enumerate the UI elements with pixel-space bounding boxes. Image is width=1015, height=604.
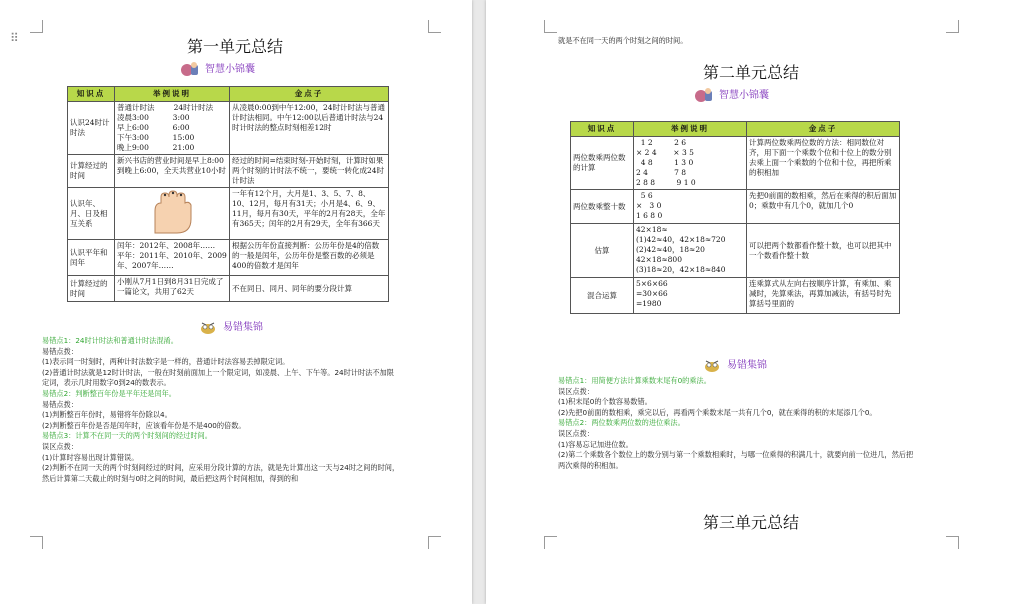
table-row	[68, 155, 389, 188]
table-cell: 两位数乘整十数	[571, 190, 634, 224]
table-cell: 一年有12个月，大月是1、3、5、7、8、10、12月，每月有31天；小月是4、6、9、11月，每月有30天，平年的2月有28天，全年有365天；闰年的2月有29天，全年有366天	[230, 188, 389, 240]
error-point-text: 易错点拨：	[42, 399, 78, 409]
summary-table	[570, 121, 900, 314]
errors-list	[42, 336, 400, 484]
error-point-text: 易错点拨：	[42, 346, 78, 356]
table-header: 举例说明	[634, 122, 747, 137]
table-row	[571, 224, 900, 278]
table-cell: 从凌晨0:00到中午12:00，24时计时法与普通计时法相同。中午12:00以后普通计时法与24时计时法的整点时刻相差12时	[230, 102, 389, 155]
error-point-text: (1)计算时容易出现计算错误。	[42, 452, 139, 462]
table-header: 金点子	[747, 122, 900, 137]
error-point-text: 误区点拨：	[558, 428, 594, 438]
section-subtitle	[694, 86, 769, 103]
crop-mark	[428, 20, 441, 33]
table-cell: 普通计时法 24时计时法 凌晨3:00 3:00 早上6:00 6:00 下午3:00 15:00 晚上9:00 21:00	[115, 102, 230, 155]
summary-table	[67, 86, 389, 302]
table-cell: 计算经过的时间	[68, 155, 115, 188]
table-cell: 混合运算	[571, 278, 634, 314]
error-point-heading: 易错点1：24时计时法和普通计时法混淆。	[42, 336, 178, 345]
table-cell: 1 2 2 6 × 2 4 × 3 5 4 8 1 3 0 2 4 7 8 2 8 8 9 1 0	[634, 137, 747, 190]
table-cell: 不在同日、同月、同年的要分段计算	[230, 276, 389, 302]
table-cell: 认识24时计时法	[68, 102, 115, 155]
table-cell: 可以把两个数都看作整十数，也可以把其中一个数看作整十数	[747, 224, 900, 278]
table-cell: 根据公历年份直接判断：公历年份是4的倍数的一般是闰年，公历年份是整百数的必须是400的倍数才是闰年	[230, 240, 389, 276]
next-section-title: 第三单元总结	[702, 513, 799, 532]
table-row	[68, 102, 389, 155]
table-row	[68, 276, 389, 302]
table-cell: 先把0前面的数相乘，然后在乘得的积后面加0；乘数中有几个0，就加几个0	[747, 190, 900, 224]
owl-mascot-icon	[198, 319, 218, 335]
error-point-text: (1)容易忘记加进位数。	[558, 439, 633, 449]
crop-mark	[30, 536, 43, 549]
page-title: 第一单元总结	[186, 37, 283, 56]
errors-heading-text: 易错集锦	[727, 360, 767, 371]
error-point-text: 误区点拨：	[42, 441, 78, 451]
table-cell: 计算两位数乘两位数的方法：相同数位对齐，用下面一个乘数个位和十位上的数分别去乘上面一个乘数的个位和十位，再把所乘的积相加	[747, 137, 900, 190]
page-title: 第二单元总结	[702, 63, 799, 82]
error-point-text: (2)先把0前面的数相乘，乘完以后，再看两个乘数末尾一共有几个0，就在乘得的积的末尾添几个0。	[558, 407, 877, 417]
section-subtitle-text: 智慧小锦囊	[719, 90, 769, 101]
crop-mark	[544, 536, 557, 549]
table-cell: 42×18≈ (1)42≈40，42×18≈720 (2)42≈40，18≈20 42×18≈800 (3)18≈20，42×18≈840	[634, 224, 747, 278]
table-cell: 两位数乘两位数的计算	[571, 137, 634, 190]
crop-mark	[946, 536, 959, 549]
errors-heading	[198, 318, 263, 335]
wizard-mascot-icon	[694, 87, 714, 103]
error-point-text: 误区点拨：	[558, 386, 594, 396]
hand-knuckle-illustration	[117, 189, 227, 237]
error-point-text: (2)第二个乘数各个数位上的数分别与第一个乘数相乘时，与哪一位乘得的积满几十，就要向前一位进几，然后把两次乘得的积相加。	[558, 450, 914, 470]
errors-heading	[702, 356, 767, 373]
table-cell: 认识平年和闰年	[68, 240, 115, 276]
table-cell: 估算	[571, 224, 634, 278]
error-point-text: (2)判断整百年份是否是闰年时，应该看年份是不是400的倍数。	[42, 420, 246, 430]
table-cell: 认识年、月、日及相互关系	[68, 188, 115, 240]
error-point-heading: 易错点3：计算不在同一天的两个时刻间的经过时间。	[42, 431, 212, 441]
error-point-heading: 易错点1：用简便方法计算乘数末尾有0的乘法。	[558, 376, 711, 385]
error-point-text: (2)判断不在同一天的两个时刻间经过的时间，应采用分段计算的方法，就是先计算出这一天与24时之间的时间，然后计算第二天截止的时刻与0时之间的时间，最后把这两个时间相加，得到的和	[42, 463, 400, 483]
table-cell: 小刚从7月1日到8月31日完成了一篇论文，共用了62天	[115, 276, 230, 302]
owl-mascot-icon	[702, 357, 722, 373]
table-cell: 计算经过的时间	[68, 276, 115, 302]
table-row	[68, 240, 389, 276]
continued-paragraph: 就是不在同一天的两个时刻之间的时间。	[558, 36, 688, 45]
table-header: 举例说明	[115, 87, 230, 102]
document-page-2	[486, 0, 1015, 604]
error-point-text: (1)判断整百年份时，易错将年份除以4。	[42, 410, 172, 420]
error-point-text: (1)表示同一时刻时，两种计时法数字是一样的，普通计时法容易丢掉限定词。	[42, 357, 290, 367]
drag-handle-icon[interactable]: ⠿	[10, 31, 20, 45]
error-point-text: (2)普通计时法就是12时计时法，一般在时刻前面加上一个限定词，如凌晨、上午、下午等。24时计时法不加限定词，表示几时用数字0到24的数表示。	[42, 367, 394, 388]
crop-mark	[946, 20, 959, 33]
errors-list	[558, 376, 918, 471]
document-page-1	[0, 0, 472, 604]
table-header: 知识点	[68, 87, 115, 102]
table-cell	[115, 188, 230, 240]
crop-mark	[428, 536, 441, 549]
wizard-mascot-icon	[180, 61, 200, 77]
table-cell: 5×6×66 =30×66 =1980	[634, 278, 747, 314]
table-cell: 闰年：2012年、2008年…… 平年：2011年、2010年、2009年、2007年……	[115, 240, 230, 276]
error-point-heading: 易错点2：判断整百年份是平年还是闰年。	[42, 388, 176, 398]
error-point-heading: 易错点2：两位数乘两位数的进位乘法。	[558, 418, 685, 428]
table-cell: 5 6 × 3 0 1 6 8 0	[634, 190, 747, 224]
crop-mark	[544, 20, 557, 33]
table-row	[68, 188, 389, 240]
table-cell: 连乘算式从左向右按顺序计算，有乘加、乘减时，先算乘法，再算加减法，有括号时先算括号里面的	[747, 278, 900, 314]
error-point-text: (1)积末尾0的个数容易数错。	[558, 397, 652, 407]
table-cell: 经过的时间=结束时刻-开始时刻，计算时如果两个时刻的计时法不统一，要统一转化成24时计时法	[230, 155, 389, 188]
crop-mark	[30, 20, 43, 33]
table-row	[571, 137, 900, 190]
table-cell: 新兴书店的营业时间是早上8:00到晚上6:00，全天共营业10小时	[115, 155, 230, 188]
table-header: 金点子	[230, 87, 389, 102]
section-subtitle-text: 智慧小锦囊	[205, 64, 255, 75]
table-row	[571, 278, 900, 314]
errors-heading-text: 易错集锦	[223, 322, 263, 333]
table-header: 知识点	[571, 122, 634, 137]
table-row	[571, 190, 900, 224]
section-subtitle	[180, 60, 255, 77]
